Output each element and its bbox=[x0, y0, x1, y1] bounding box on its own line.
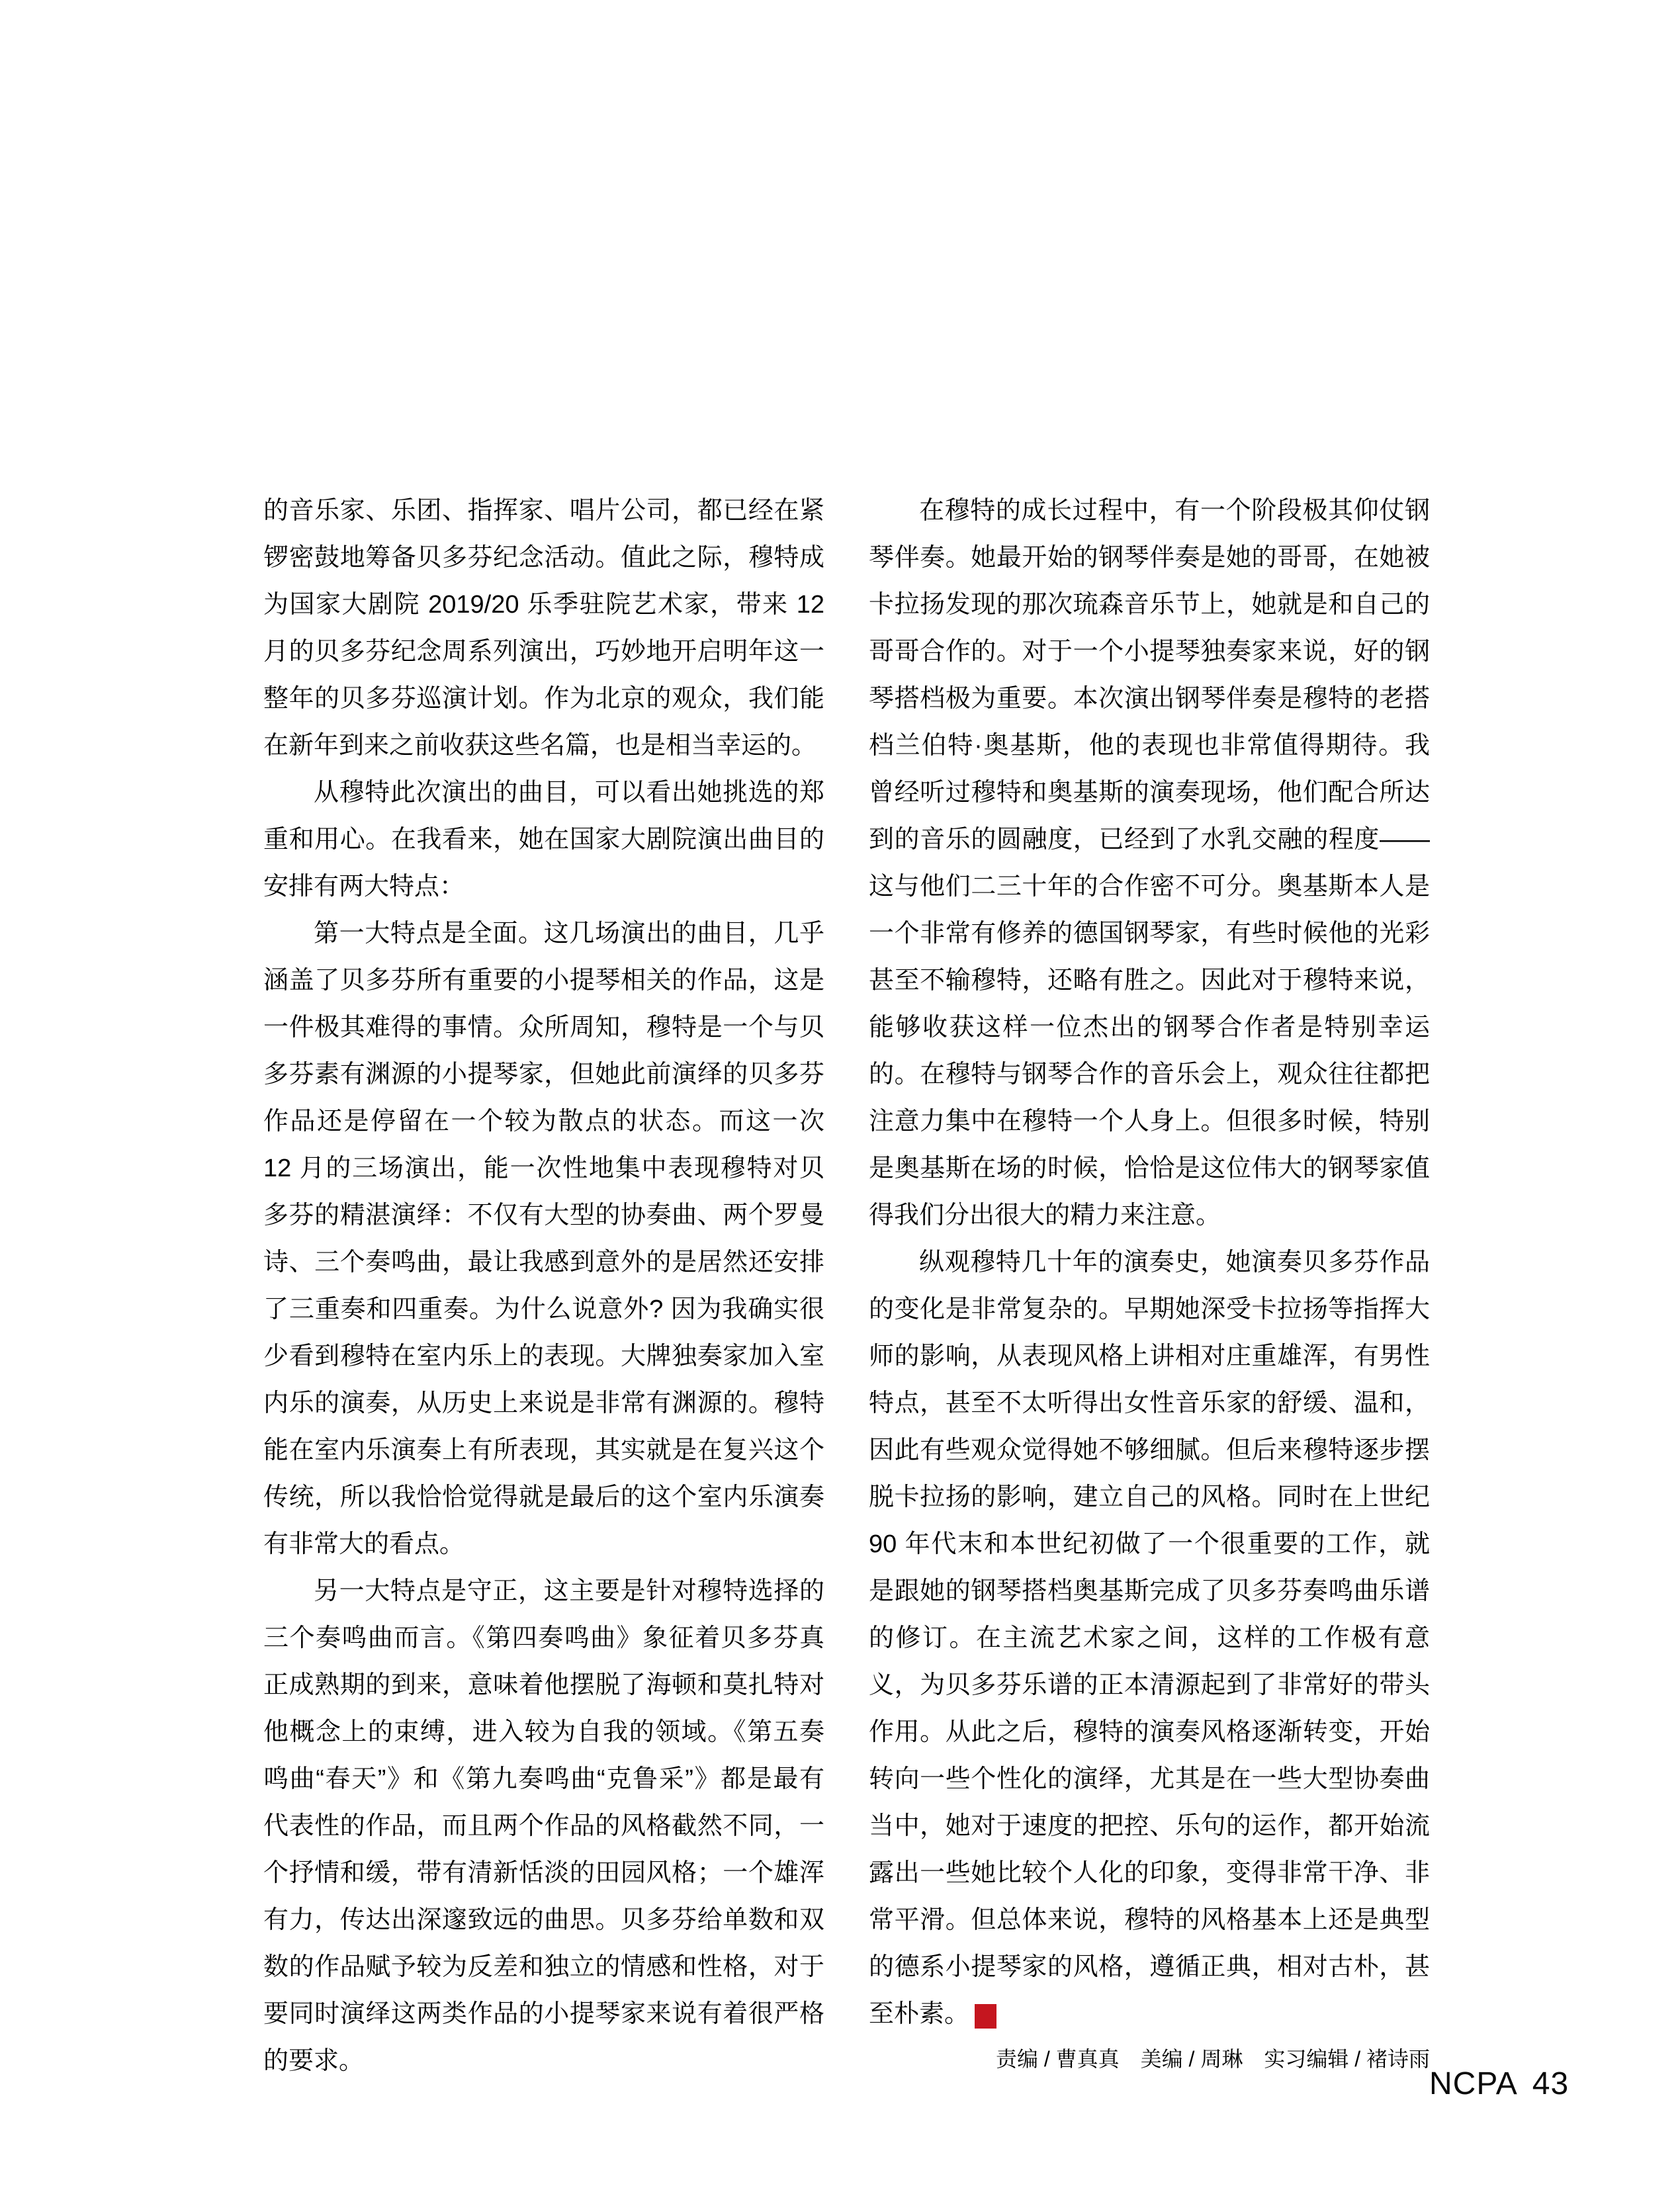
right-paragraph-2-text: 纵观穆特几十年的演奏史，她演奏贝多芬作品的变化是非常复杂的。早期她深受卡拉扬等指挥大师的影响，从表现风格上讲相对庄重雄浑，有男性特点，甚至不太听得出女性音乐家的舒缓、温和，因此有些观众觉得她不够细腻。但后来穆特逐步摆脱卡拉扬的影响，建立自己的风格。同时在上世纪 90 年代末和本世纪初做了一个很重要的工作，就是跟她的钢琴搭档奥基斯完成了贝多芬奏鸣曲乐谱的修订。在主流艺术家之间，这样的工作极有意义，为贝多芬乐谱的正本清源起到了非常好的带头作用。从此之后，穆特的演奏风格逐渐转变，开始转向一些个性化的演绎，尤其是在一些大型协奏曲当中，她对于速度的把控、乐句的运作，都开始流露出一些她比较个人化的印象，变得非常干净、非常平滑。但总体来说，穆特的风格基本上还是典型的德系小提琴家的风格，遵循正典，相对古朴，甚至朴素。 bbox=[869, 1248, 1430, 2028]
left-paragraph-2: 从穆特此次演出的曲目，可以看出她挑选的郑重和用心。在我看来，她在国家大剧院演出曲目的安排有两大特点： bbox=[263, 779, 824, 900]
credits-line: 责编 / 曹真真 美编 / 周琳 实习编辑 / 褚诗雨 bbox=[995, 2047, 1430, 2071]
ncpa-end-mark-line2: PA bbox=[1025, 2016, 1038, 2027]
left-paragraph-3: 第一大特点是全面。这几场演出的曲目，几乎涵盖了贝多芬所有重要的小提琴相关的作品，这是一件极其难得的事情。众所周知，穆特是一个与贝多芬素有渊源的小提琴家，但她此前演绎的贝多芬作品还是停留在一个较为散点的状态。而这一次 12 月的三场演出，能一次性地集中表现穆特对贝多芬的精湛演绎：不仅有大型的协奏曲、两个罗曼诗、三个奏鸣曲，最让我感到意外的是居然还安排了三重奏和四重奏。为什么说意外? 因为我确实很少看到穆特在室内乐上的表现。大牌独奏家加入室内乐的演奏，从历史上来说是非常有渊源的。穆特能在室内乐演奏上有所表现，其实就是在复兴这个传统，所以我恰恰觉得就是最后的这个室内乐演奏有非常大的看点。 bbox=[263, 920, 824, 1558]
left-paragraph-4: 另一大特点是守正，这主要是针对穆特选择的三个奏鸣曲而言。《第四奏鸣曲》象征着贝多芬真正成熟期的到来，意味着他摆脱了海顿和莫扎特对他概念上的束缚，进入较为自我的领域。《第五奏鸣曲“春天”》和《第九奏鸣曲“克鲁采”》都是最有代表性的作品，而且两个作品的风格截然不同，一个抒情和缓，带有清新恬淡的田园风格；一个雄浑有力，传达出深邃致远的曲思。贝多芬给单数和双数的作品赋予较为反差和独立的情感和性格，对于要同时演绎这两类作品的小提琴家来说有着很严格的要求。 bbox=[263, 1577, 824, 2075]
article-body bbox=[263, 488, 1430, 2085]
footer-brand: NCPA bbox=[1429, 2066, 1518, 2101]
right-column bbox=[869, 488, 1430, 2085]
left-paragraph-1: 的音乐家、乐团、指挥家、唱片公司，都已经在紧锣密鼓地筹备贝多芬纪念活动。值此之际，穆特成为国家大剧院 2019/20 乐季驻院艺术家，带来 12 月的贝多芬纪念周系列演出，巧妙地开启明年这一整年的贝多芬巡演计划。作为北京的观众，我们能在新年到来之前收获这些名篇，也是相当幸运的。 bbox=[263, 497, 824, 760]
right-paragraph-1: 在穆特的成长过程中，有一个阶段极其仰仗钢琴伴奏。她最开始的钢琴伴奏是她的哥哥，在她被卡拉扬发现的那次琉森音乐节上，她就是和自己的哥哥合作的。对于一个小提琴独奏家来说，好的钢琴搭档极为重要。本次演出钢琴伴奏是穆特的老搭档兰伯特·奥基斯，他的表现也非常值得期待。我曾经听过穆特和奥基斯的演奏现场，他们配合所达到的音乐的圆融度，已经到了水乳交融的程度——这与他们二三十年的合作密不可分。奥基斯本人是一个非常有修养的德国钢琴家，有些时候他的光彩甚至不输穆特，还略有胜之。因此对于穆特来说，能够收获这样一位杰出的钢琴合作者是特别幸运的。在穆特与钢琴合作的音乐会上，观众往往都把注意力集中在穆特一个人身上。但很多时候，特别是奥基斯在场的时候，恰恰是这位伟大的钢琴家值得我们分出很大的精力来注意。 bbox=[869, 497, 1430, 1229]
page-footer bbox=[1429, 2067, 1569, 2101]
footer-page-number: 43 bbox=[1532, 2066, 1569, 2101]
left-column bbox=[263, 488, 824, 2085]
right-paragraph-2 bbox=[869, 1239, 1430, 2038]
ncpa-end-mark-line1: NC bbox=[1025, 2005, 1039, 2015]
ncpa-end-mark-icon bbox=[975, 2004, 1039, 2029]
